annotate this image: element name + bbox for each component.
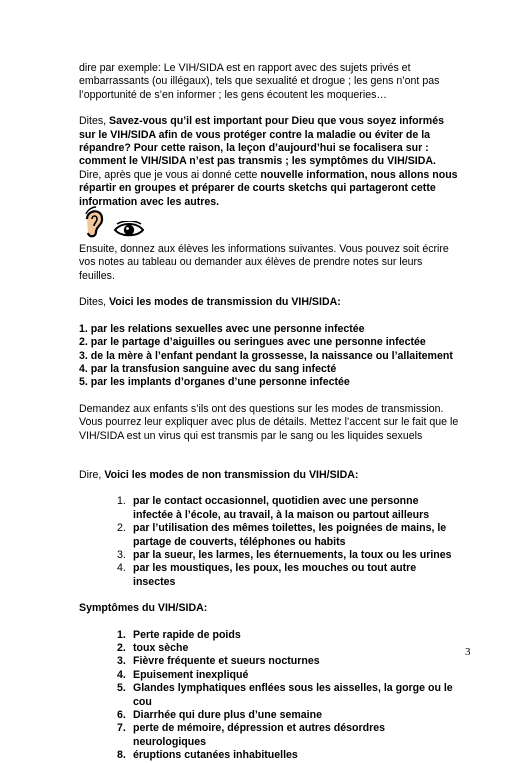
eye-icon bbox=[113, 221, 145, 243]
importance-prefix: Dites, bbox=[79, 115, 110, 128]
item-text: par l’utilisation des mêmes toilettes, les poignées de mains, le partage de couverts, téléphones ou habits bbox=[133, 522, 447, 548]
item-text: éruptions cutanées inhabituelles bbox=[133, 749, 298, 762]
item-text: Epuisement inexpliqué bbox=[133, 668, 249, 681]
list-item bbox=[117, 629, 459, 642]
item-number: 5. bbox=[117, 682, 126, 695]
item-text: par le contact occasionnel, quotidien avec une personne infectée à l’école, au travail, à la maison ou partout ailleurs bbox=[133, 495, 430, 521]
instructions-paragraph: Ensuite, donnez aux élèves les informations suivantes. Vous pouvez soit écrire vos notes au tableau ou demander aux élèves de prendre notes sur leurs feuilles. bbox=[79, 243, 449, 282]
item-number: 6. bbox=[117, 709, 126, 722]
transmission-title: Voici les modes de transmission du VIH/SIDA: bbox=[109, 296, 341, 309]
item-number: 7. bbox=[117, 722, 126, 735]
item-number: 4. bbox=[117, 668, 126, 681]
icon-row bbox=[79, 207, 459, 243]
item-text: Glandes lymphatiques enflées sous les aisselles, la gorge ou le cou bbox=[133, 682, 453, 708]
importance-paragraph bbox=[79, 115, 459, 209]
list-item bbox=[117, 562, 459, 589]
list-item bbox=[117, 709, 459, 722]
list-item: 1. par les relations sexuelles avec une personne infectée bbox=[79, 322, 365, 335]
item-text: Diarrhée qui dure plus d’une semaine bbox=[133, 709, 322, 722]
item-number: 2. bbox=[117, 522, 126, 535]
list-item bbox=[117, 655, 459, 668]
list-item: 4. par la transfusion sanguine avec du sang infecté bbox=[79, 362, 337, 375]
item-number: 1. bbox=[117, 628, 126, 641]
list-item: 2. par le partage d’aiguilles ou seringues avec une personne infectée bbox=[79, 336, 426, 349]
item-text: par les moustiques, les poux, les mouches ou tout autre insectes bbox=[133, 562, 417, 588]
questions-paragraph: Demandez aux enfants s’ils ont des questions sur les modes de transmission. Vous pourrez leur expliquer avec plus de détails. Mettez l’accent sur le fait que le VIH/SIDA est un virus qui est transmis par le sang ou les liquides sexuels bbox=[79, 402, 459, 442]
transmission-heading bbox=[79, 296, 459, 309]
item-number: 2. bbox=[117, 642, 126, 654]
document-page bbox=[79, 62, 459, 763]
non-transmission-title: Voici les modes de non transmission du VIH/SIDA: bbox=[104, 468, 359, 481]
importance-bold: Savez-vous qu’il est important pour Dieu que vous soyez informés sur le VIH/SIDA afin de vous protéger contre la maladie ou éviter de la répandre? Pour cette raison, la leçon d’aujourd’hui se focalisera sur : comment le VIH/SIDA n’est pas transmis ; les symptômes du VIH/SIDA. bbox=[79, 115, 444, 168]
item-number: 4. bbox=[117, 562, 126, 575]
transmission-intro: Dites, bbox=[79, 296, 110, 309]
item-text: Perte rapide de poids bbox=[133, 628, 241, 641]
list-item bbox=[117, 749, 459, 762]
list-item bbox=[117, 495, 459, 522]
importance-normal: Dire, après que je vous ai donné cette bbox=[79, 168, 261, 181]
symptoms-list bbox=[117, 629, 459, 763]
list-item: 3. de la mère à l’enfant pendant la grossesse, la naissance ou l’allaitement bbox=[79, 349, 453, 362]
list-item bbox=[117, 682, 459, 709]
non-transmission-intro: Dire, bbox=[79, 468, 105, 481]
list-item: 5. par les implants d’organes d’une personne infectée bbox=[79, 376, 350, 389]
ear-icon bbox=[81, 205, 105, 243]
list-item bbox=[117, 669, 459, 682]
item-text: toux sèche bbox=[133, 642, 189, 654]
item-number: 1. bbox=[117, 495, 126, 508]
item-text: Fièvre fréquente et sueurs nocturnes bbox=[133, 655, 320, 668]
list-item bbox=[117, 722, 459, 749]
intro-paragraph: dire par exemple: Le VIH/SIDA est en rapport avec des sujets privés et embarrassants (ou illégaux), tels que sexualité et drogue ; les gens n’ont pas l’opportunité de s’en informer ; les gens écoutent les moqueries… bbox=[79, 62, 440, 101]
symptoms-title: Symptômes du VIH/SIDA: bbox=[79, 602, 208, 615]
non-transmission-heading bbox=[79, 469, 459, 482]
list-item bbox=[117, 549, 459, 562]
item-number: 3. bbox=[117, 548, 126, 561]
transmission-list bbox=[79, 323, 459, 390]
item-number: 3. bbox=[117, 655, 126, 668]
non-transmission-list bbox=[117, 495, 459, 589]
importance-bold-2: nouvelle information, nous allons nous répartir en groupes et préparer de courts sketchs qui partageront cette information avec les autres. bbox=[79, 168, 458, 208]
list-item bbox=[117, 642, 459, 655]
item-text: perte de mémoire, dépression et autres désordres neurologiques bbox=[133, 722, 385, 748]
list-item bbox=[117, 522, 459, 549]
page-number: 3 bbox=[465, 646, 471, 658]
item-number: 8. bbox=[117, 749, 126, 762]
item-text: par la sueur, les larmes, les éternuements, la toux ou les urines bbox=[133, 548, 452, 561]
symptoms-heading bbox=[79, 602, 459, 615]
